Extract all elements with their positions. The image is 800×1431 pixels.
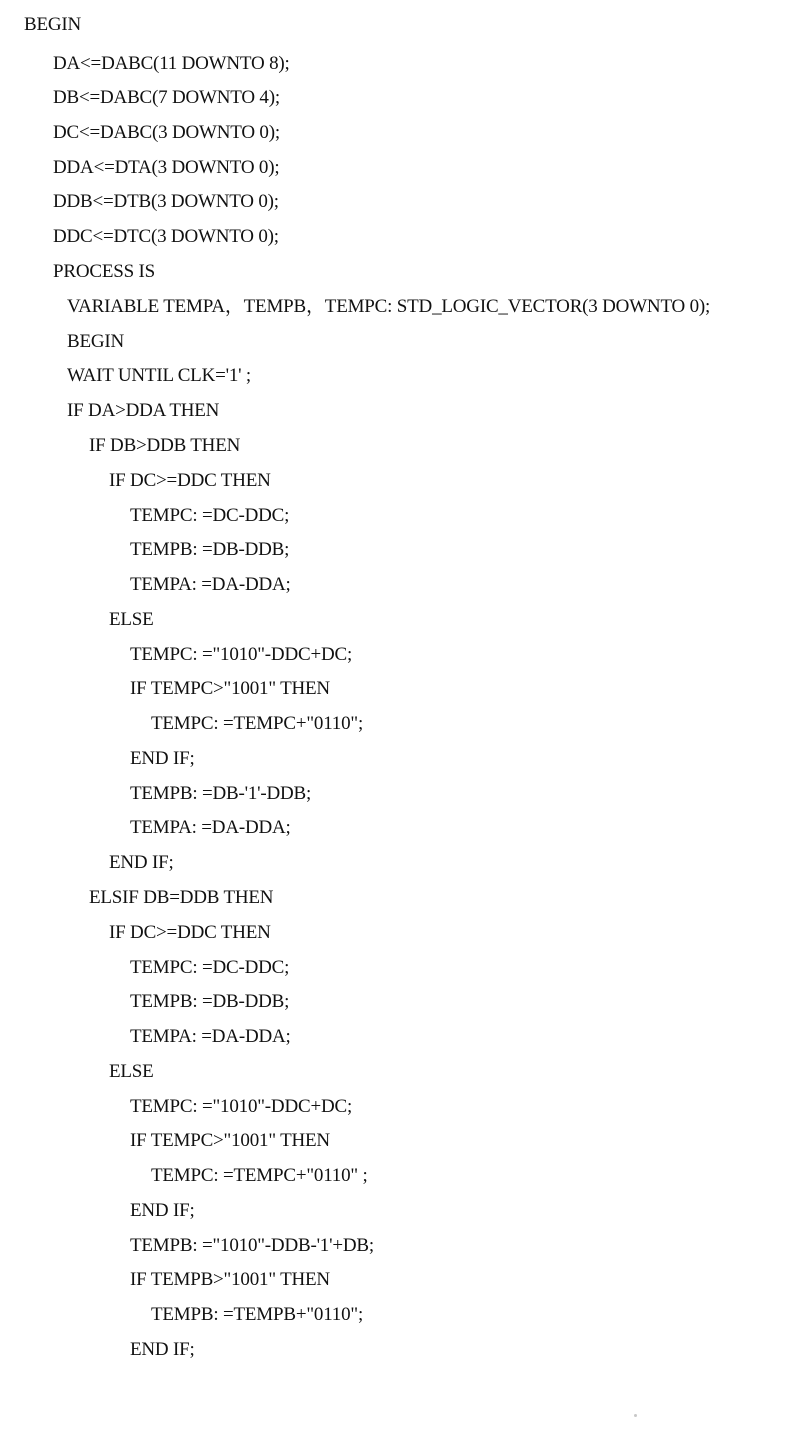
code-line: TEMPB: =TEMPB+"0110"; xyxy=(151,1304,364,1325)
code-line: BEGIN xyxy=(67,331,125,352)
code-line: END IF; xyxy=(130,748,195,769)
code-line: END IF; xyxy=(109,852,174,873)
code-line: TEMPC: =TEMPC+"0110" ; xyxy=(151,1165,368,1186)
code-line: DC<=DABC(3 DOWNTO 0); xyxy=(53,122,280,143)
code-line: DDA<=DTA(3 DOWNTO 0); xyxy=(53,157,280,178)
code-line: ELSE xyxy=(109,609,154,630)
code-line: ELSE xyxy=(109,1061,154,1082)
code-line: TEMPC: =DC-DDC; xyxy=(130,505,290,526)
code-line: TEMPB: =DB-DDB; xyxy=(130,539,290,560)
code-line: TEMPB: ="1010"-DDB-'1'+DB; xyxy=(130,1235,374,1256)
code-line: TEMPA: =DA-DDA; xyxy=(130,1026,291,1047)
code-line: END IF; xyxy=(130,1200,195,1221)
code-line: TEMPB: =DB-DDB; xyxy=(130,991,290,1012)
code-line: IF TEMPB>"1001" THEN xyxy=(130,1269,330,1290)
code-line: IF TEMPC>"1001" THEN xyxy=(130,1130,330,1151)
code-line: IF DC>=DDC THEN xyxy=(109,470,271,491)
code-line: TEMPC: =DC-DDC; xyxy=(130,957,290,978)
code-line: DA<=DABC(11 DOWNTO 8); xyxy=(53,53,290,74)
code-line: TEMPA: =DA-DDA; xyxy=(130,574,291,595)
scan-speck xyxy=(634,1414,637,1417)
code-line: TEMPC: =TEMPC+"0110"; xyxy=(151,713,364,734)
code-line: TEMPA: =DA-DDA; xyxy=(130,817,291,838)
code-line: END IF; xyxy=(130,1339,195,1360)
code-line: IF DC>=DDC THEN xyxy=(109,922,271,943)
code-line: TEMPC: ="1010"-DDC+DC; xyxy=(130,1096,353,1117)
code-line: PROCESS IS xyxy=(53,261,156,282)
code-line: TEMPB: =DB-'1'-DDB; xyxy=(130,783,312,804)
code-line: IF TEMPC>"1001" THEN xyxy=(130,678,330,699)
code-line: TEMPC: ="1010"-DDC+DC; xyxy=(130,644,353,665)
code-line: IF DB>DDB THEN xyxy=(89,435,241,456)
code-line: ELSIF DB=DDB THEN xyxy=(89,887,274,908)
code-line: WAIT UNTIL CLK='1' ; xyxy=(67,365,252,386)
code-line: BEGIN xyxy=(24,14,82,35)
code-line: DDB<=DTB(3 DOWNTO 0); xyxy=(53,191,279,212)
code-line: DB<=DABC(7 DOWNTO 4); xyxy=(53,87,280,108)
code-line: VARIABLE TEMPA，TEMPB，TEMPC: STD_LOGIC_VECTOR(3 DOWNTO 0); xyxy=(67,296,711,317)
code-line: IF DA>DDA THEN xyxy=(67,400,220,421)
code-line: DDC<=DTC(3 DOWNTO 0); xyxy=(53,226,279,247)
